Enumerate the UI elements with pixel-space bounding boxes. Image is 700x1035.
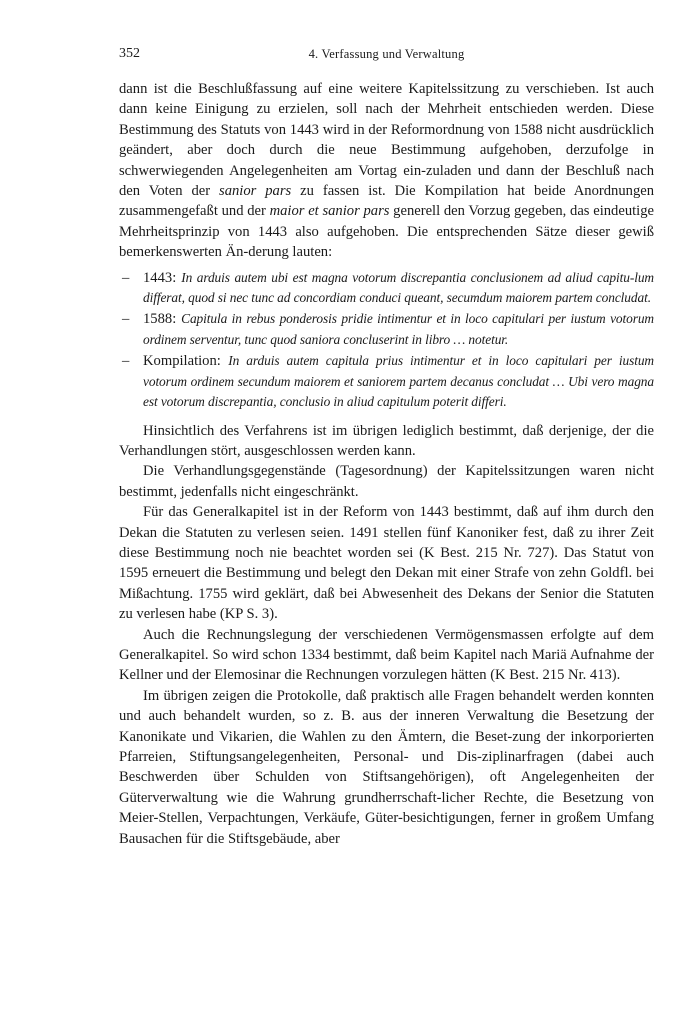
page-body [119,79,654,849]
body-paragraph: Hinsichtlich des Verfahrens ist im übrigen lediglich bestimmt, daß derjenige, der die Verhandlungen stört, ausgeschlossen werden kann. [119,422,654,459]
latin-term: sanior pars [219,183,292,200]
latin-term: maior et sanior pars [269,203,390,220]
book-page [119,46,654,849]
body-paragraph: Auch die Rechnungslegung der verschiedenen Vermögensmassen erfolgte auf dem Generalkapitel. So wird schon 1334 bestimmt, daß beim Kapitel nach Mariä Aufnahme der Kellner und der Elemosinar die Rechnungen vorzulegen hätten (K Best. 215 Nr. 413). [119,626,654,684]
statute-quote-item [119,309,654,350]
statute-quote-list [119,268,654,413]
statute-quote-item [119,268,654,309]
quote-text: In arduis autem ubi est magna votorum discrepantia conclusionem ad aliud capitu-lum differat, quod si nec tunc ad concordiam conduci queant, secumdum maiorem partem concludat. [143,269,654,306]
body-paragraph: Die Verhandlungsgegenstände (Tagesordnung) der Kapitelssitzungen waren nicht bestimmt, jedenfalls nicht eingeschränkt. [119,463,654,500]
body-paragraph: Im übrigen zeigen die Protokolle, daß praktisch alle Fragen behandelt werden konnten und auch behandelt wurden, so z. B. aus der inneren Verwaltung die Besetzung der Kanonikate und Vikarien, die Wahlen zu den Ämtern, die Beset-zung der inkorporierten Pfarreien, Stiftungsangelegenheiten, Personal- und Dis-ziplinarfragen (dabei auch Beschwerden über Schulden von Stiftsangehörigen), oft Angelegenheiten der Güterverwaltung wie die Wahrung grundherrschaft-licher Rechte, die Besetzung von Meier-Stellen, Verpachtungen, Verkäufe, Güter-besichtigungen, ferner in großem Umfang Bausachen für die Stiftsgebäude, aber [119,687,654,847]
quote-text: In arduis autem capitula prius intimentur et in loco capitulari per iustum votorum ordinem secundum maiorem et saniorem partem decanus concludat … Ubi vero magna est votorum discrepantia, conclusio in aliud capitulum poterit differi. [143,353,654,410]
page-header [119,46,654,68]
quote-text: Capitula in rebus ponderosis pridie intimentur et in loco capitulari per iustum votorum ordinem serventur, tunc quod saniora concluserint in libro … notetur. [143,311,654,347]
quote-label: 1443: [143,269,182,286]
statute-quote-item [119,351,654,412]
list-dash: – [122,353,130,370]
running-head: 4. Verfassung und Verwaltung [308,47,465,61]
list-dash: – [122,311,130,328]
list-dash: – [122,269,130,286]
body-paragraph: dann ist die Beschlußfassung auf eine weitere Kapitelssitzung zu verschieben. Ist auch dann keine Einigung zu erzielen, soll nach der Mehrheit entschieden werden. Diese Bestimmung des Statuts von 1443 wird in der Reformordnung von 1588 nicht ausdrücklich geändert, aber doch durch die neue Bestimmung aufgehoben, derzufolge in schwerwiegenden Angelegenheiten am Vortag ein-zuladen und dann der Beschluß nach den Voten der sanior pars zu fassen ist. Die Kompilation hat beide Anordnungen zusammengefaßt und der maior et sanior pars generell den Vorzug gegeben, das eindeutige Mehrheitsprinzip von 1443 also aufgehoben. Die entsprechenden Sätze dieser gewiß bemerkenswerten Än-derung lauten: [119,81,655,261]
page-number: 352 [119,46,140,61]
quote-label: 1588: [143,311,182,328]
quote-label: Kompilation: [143,353,229,370]
body-paragraph: Für das Generalkapitel ist in der Reform von 1443 bestimmt, daß auf ihm durch den Dekan die Statuten zu verlesen seien. 1491 stellen fünf Kanoniker fest, daß zu ihrer Zeit diese Bestimmung noch nie beachtet worden sei (K Best. 215 Nr. 727). Das Statut von 1595 erneuert die Bestimmung und belegt den Dekan mit einer Strafe von zehn Goldfl. bei Mißachtung. 1755 wird geklärt, daß bei Abwesenheit des Dekans der Senior die Statuten zu verlesen habe (KP S. 3). [119,504,654,623]
